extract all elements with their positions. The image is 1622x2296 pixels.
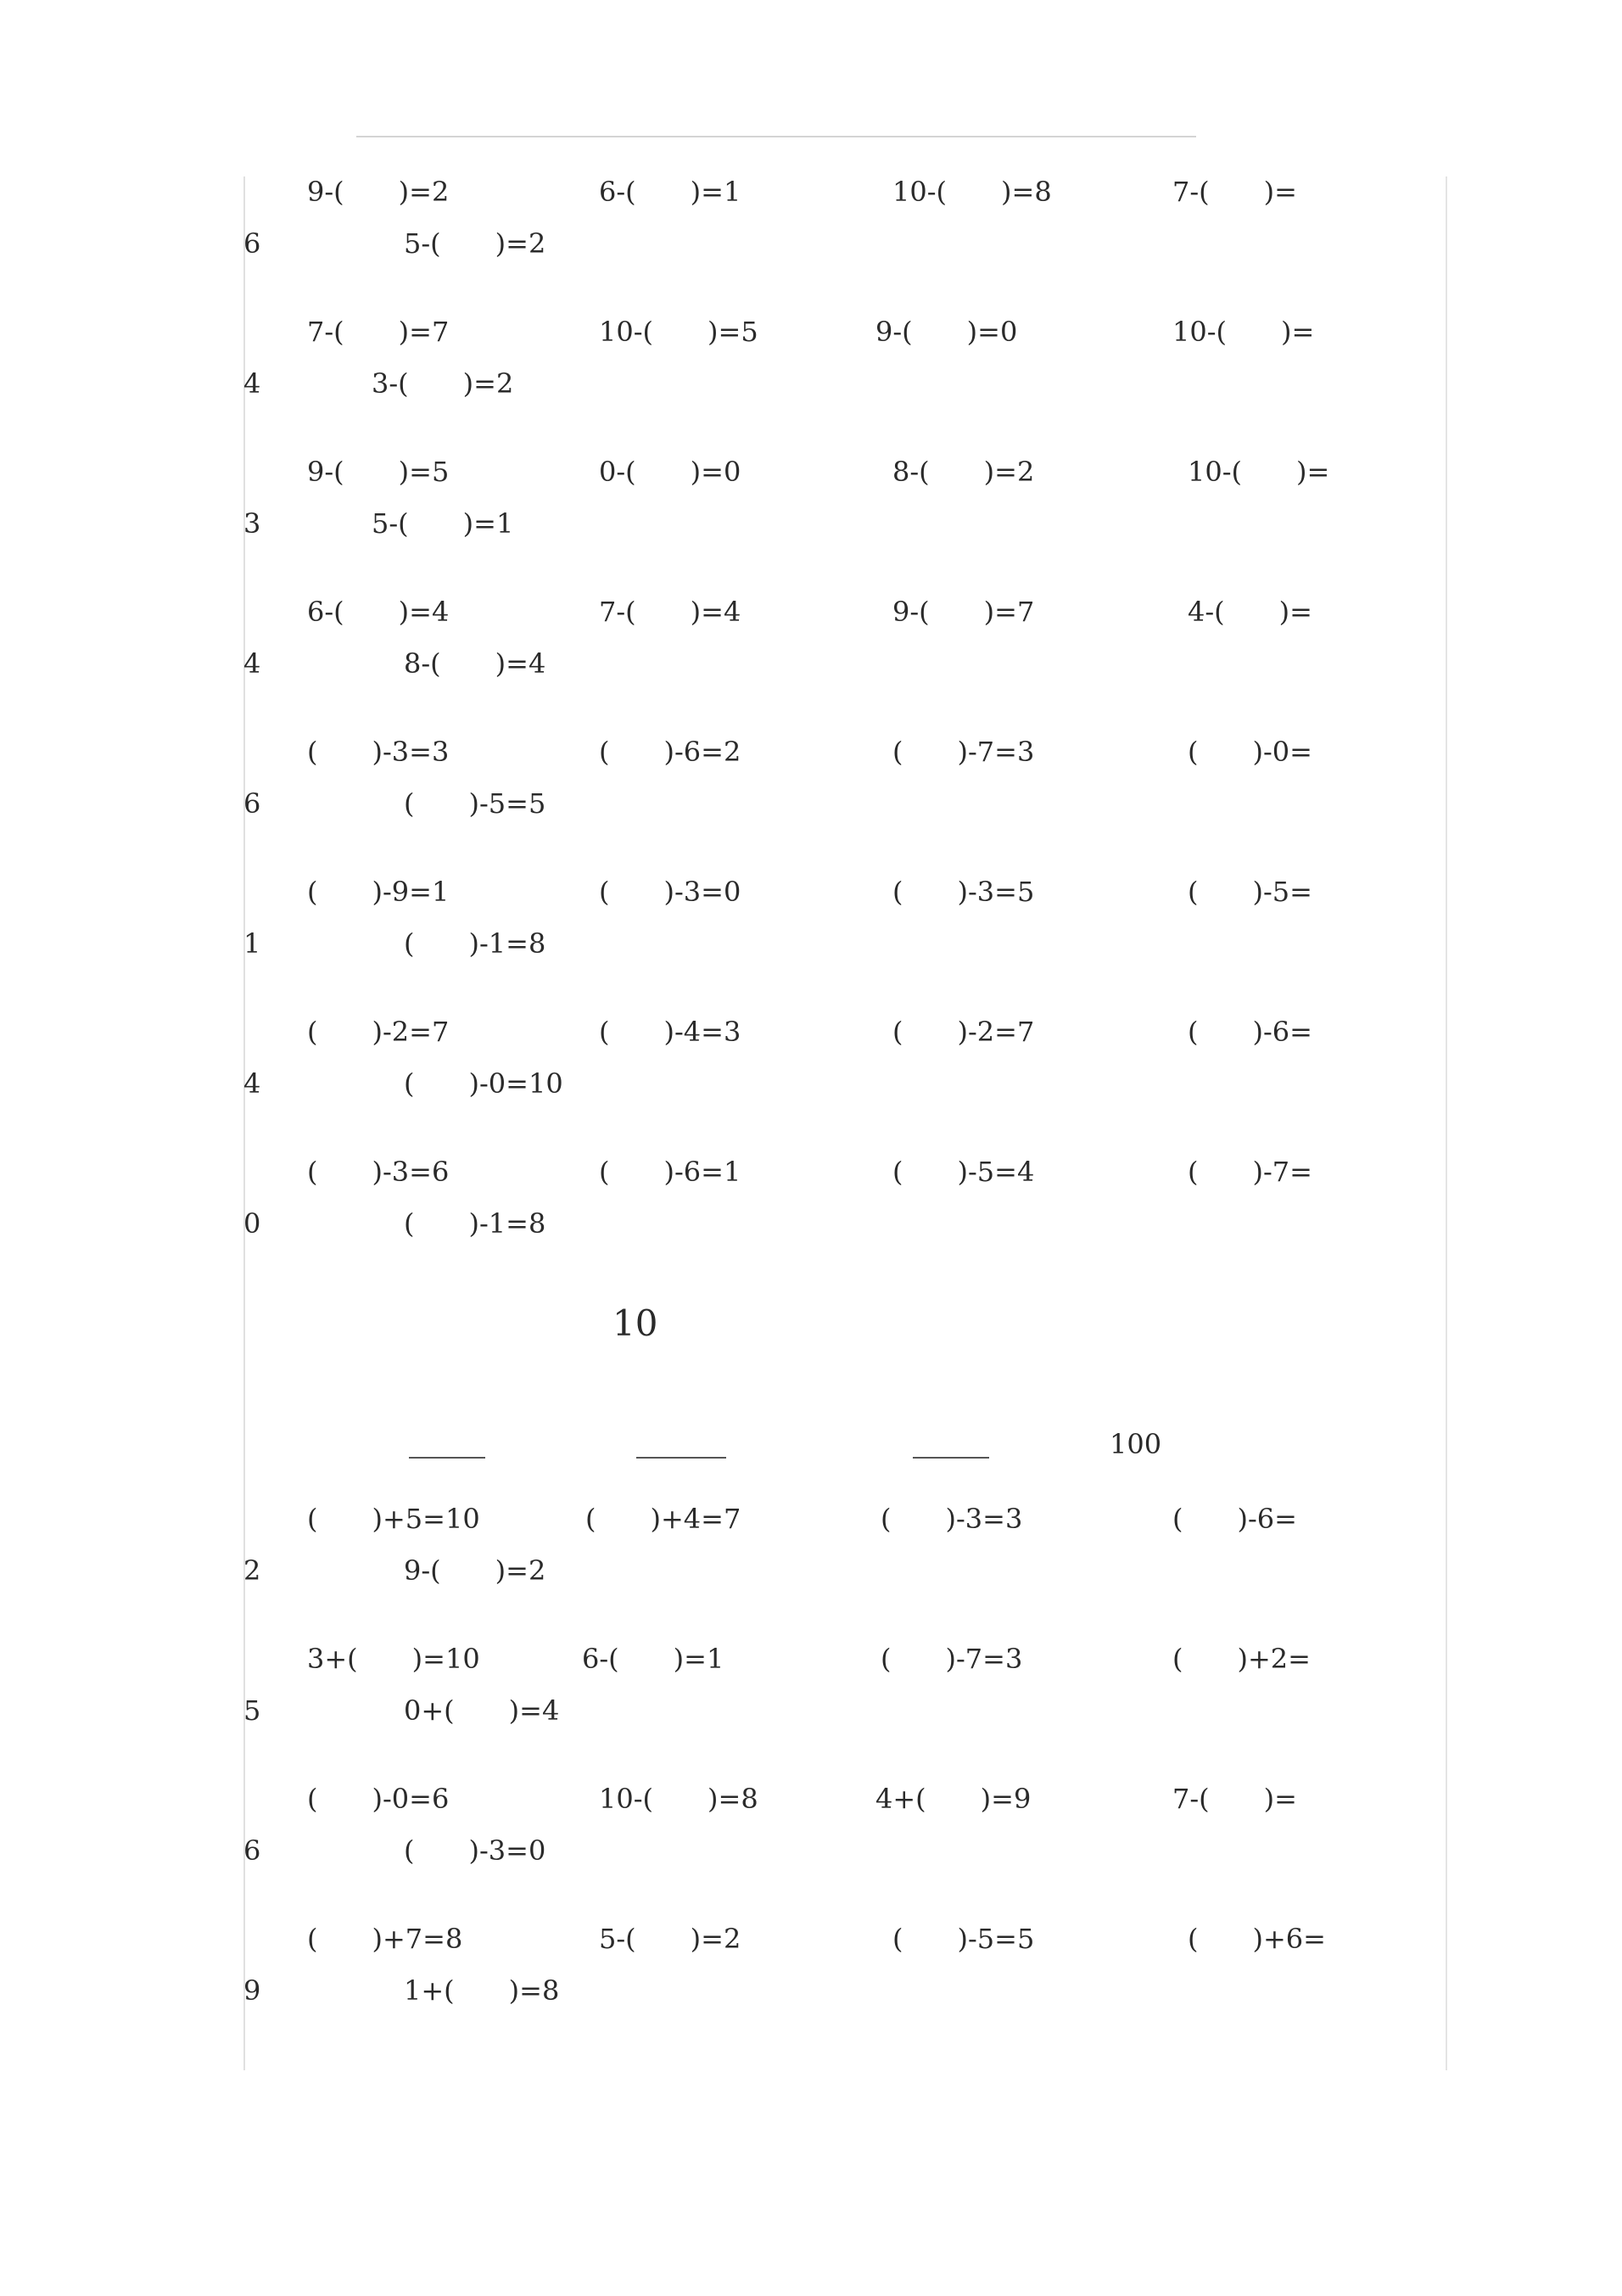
problem-line xyxy=(0,1778,1622,1819)
math-problem: ( )-4=3 xyxy=(599,1016,741,1048)
problem-line xyxy=(0,923,1622,964)
math-problem: ( )-3=6 xyxy=(307,1156,450,1188)
math-problem: ( )-5=5 xyxy=(892,1923,1035,1955)
problem-line xyxy=(0,1063,1622,1104)
math-problem: ( )-1=8 xyxy=(404,927,546,960)
math-problem: 9-( )=2 xyxy=(307,176,450,208)
problem-line xyxy=(0,1690,1622,1731)
math-problem: 0-( )=0 xyxy=(599,456,741,488)
wrapped-answer: 9 xyxy=(243,1974,261,2007)
problem-line xyxy=(0,451,1622,492)
problem-line xyxy=(0,1203,1622,1244)
math-problem: ( )-6=2 xyxy=(599,736,741,768)
problem-line xyxy=(0,871,1622,912)
answer-blank[interactable] xyxy=(636,1457,726,1459)
math-problem: ( )-5=5 xyxy=(404,787,546,820)
problem-line xyxy=(0,1151,1622,1192)
wrapped-answer: 6 xyxy=(243,1834,261,1867)
wrapped-answer: 4 xyxy=(243,367,261,400)
math-problem: ( )+4=7 xyxy=(585,1503,741,1535)
math-problem: ( )-3=0 xyxy=(599,876,741,908)
wrapped-answer: 5 xyxy=(243,1694,261,1727)
math-problem: ( )-3=0 xyxy=(404,1834,546,1867)
math-problem: ( )-0=10 xyxy=(404,1067,563,1100)
header-rule xyxy=(356,136,1196,137)
math-problem: 7-( )= xyxy=(1172,176,1297,208)
math-problem: 7-( )=4 xyxy=(599,596,741,628)
math-problem: ( )-9=1 xyxy=(307,876,450,908)
problem-line xyxy=(0,1011,1622,1052)
math-problem: ( )-6= xyxy=(1172,1503,1297,1535)
problem-line xyxy=(0,1970,1622,2011)
math-problem: ( )-6=1 xyxy=(599,1156,741,1188)
problem-line xyxy=(0,1498,1622,1539)
math-problem: 6-( )=4 xyxy=(307,596,450,628)
math-problem: 7-( )=7 xyxy=(307,316,450,348)
wrapped-answer: 4 xyxy=(243,647,261,680)
problem-line xyxy=(0,1638,1622,1679)
wrapped-answer: 2 xyxy=(243,1554,261,1587)
math-problem: ( )-1=8 xyxy=(404,1207,546,1240)
math-problem: ( )-0=6 xyxy=(307,1783,450,1815)
problem-line xyxy=(0,311,1622,352)
problem-line xyxy=(0,783,1622,824)
problem-line xyxy=(0,363,1622,404)
wrapped-answer: 3 xyxy=(243,507,261,540)
math-problem: 9-( )=0 xyxy=(875,316,1018,348)
math-problem: 9-( )=5 xyxy=(307,456,450,488)
math-problem: 1+( )=8 xyxy=(404,1974,560,2007)
problem-line xyxy=(0,1550,1622,1591)
math-problem: ( )-7=3 xyxy=(892,736,1035,768)
math-problem: ( )-3=5 xyxy=(892,876,1035,908)
section-heading: 10 xyxy=(612,1302,658,1344)
problem-line xyxy=(0,591,1622,632)
math-problem: 5-( )=1 xyxy=(372,507,514,540)
math-problem: ( )-7=3 xyxy=(881,1643,1023,1675)
math-problem: ( )-6= xyxy=(1188,1016,1312,1048)
math-problem: 6-( )=1 xyxy=(582,1643,724,1675)
math-problem: ( )-2=7 xyxy=(307,1016,450,1048)
math-problem: ( )-3=3 xyxy=(881,1503,1023,1535)
math-problem: 6-( )=1 xyxy=(599,176,741,208)
wrapped-answer: 6 xyxy=(243,227,261,260)
math-problem: 4-( )= xyxy=(1188,596,1312,628)
problem-line xyxy=(0,643,1622,684)
math-problem: 10-( )= xyxy=(1188,456,1330,488)
problem-line xyxy=(0,731,1622,772)
score-total: 100 xyxy=(1110,1428,1162,1460)
problem-line xyxy=(0,1918,1622,1959)
math-problem: 8-( )=4 xyxy=(404,647,546,680)
math-problem: ( )-5= xyxy=(1188,876,1312,908)
math-problem: 9-( )=2 xyxy=(404,1554,546,1587)
math-problem: ( )+6= xyxy=(1188,1923,1326,1955)
math-problem: ( )+5=10 xyxy=(307,1503,480,1535)
answer-blank[interactable] xyxy=(913,1457,989,1459)
math-problem: 10-( )=8 xyxy=(599,1783,758,1815)
math-problem: 5-( )=2 xyxy=(404,227,546,260)
answer-blank[interactable] xyxy=(409,1457,485,1459)
problem-line xyxy=(0,171,1622,212)
math-problem: ( )-7= xyxy=(1188,1156,1312,1188)
math-problem: 10-( )=5 xyxy=(599,316,758,348)
math-problem: ( )+2= xyxy=(1172,1643,1311,1675)
problem-line xyxy=(0,223,1622,264)
math-problem: 3+( )=10 xyxy=(307,1643,480,1675)
math-problem: ( )+7=8 xyxy=(307,1923,463,1955)
math-problem: 10-( )= xyxy=(1172,316,1315,348)
math-problem: 0+( )=4 xyxy=(404,1694,560,1727)
wrapped-answer: 4 xyxy=(243,1067,261,1100)
math-problem: 9-( )=7 xyxy=(892,596,1035,628)
math-problem: 10-( )=8 xyxy=(892,176,1052,208)
math-problem: ( )-3=3 xyxy=(307,736,450,768)
wrapped-answer: 6 xyxy=(243,787,261,820)
math-problem: ( )-2=7 xyxy=(892,1016,1035,1048)
wrapped-answer: 0 xyxy=(243,1207,261,1240)
math-problem: 5-( )=2 xyxy=(599,1923,741,1955)
math-problem: 4+( )=9 xyxy=(875,1783,1032,1815)
math-problem: 8-( )=2 xyxy=(892,456,1035,488)
math-problem: ( )-0= xyxy=(1188,736,1312,768)
problem-line xyxy=(0,1830,1622,1871)
problem-line xyxy=(0,503,1622,544)
math-problem: ( )-5=4 xyxy=(892,1156,1035,1188)
wrapped-answer: 1 xyxy=(243,927,261,960)
math-problem: 3-( )=2 xyxy=(372,367,514,400)
math-problem: 7-( )= xyxy=(1172,1783,1297,1815)
